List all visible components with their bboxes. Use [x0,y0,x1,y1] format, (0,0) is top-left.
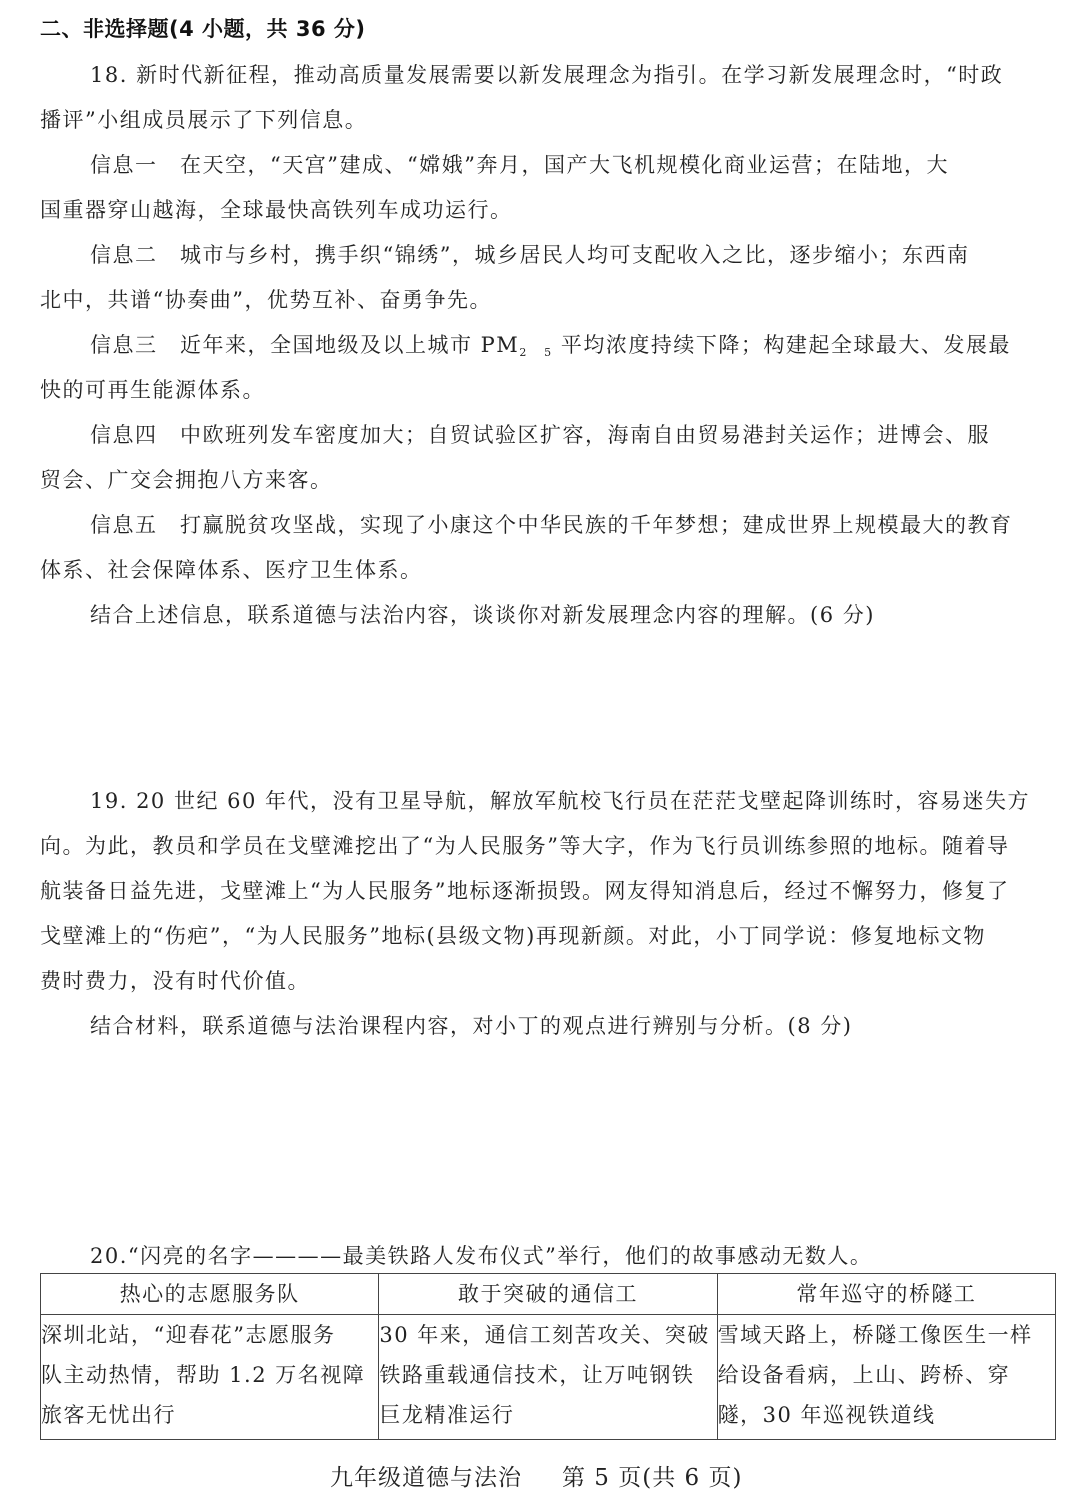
q18-info3-text-a: 信息三 近年来，全国地级及以上城市 PM [90,333,520,357]
q18-info2-line-2: 北中，共谱“协奏曲”，优势互补、奋勇争先。 [40,288,492,312]
q18-intro-line-1: 18. 新时代新征程，推动高质量发展需要以新发展理念为指引。在学习新发展理念时，“时政 [90,63,1004,87]
railway-workers-table [40,1273,1056,1440]
q18-info2-line-1: 信息二 城市与乡村，携手织“锦绣”，城乡居民人均可支配收入之比，逐步缩小；东西南 [90,243,970,267]
q19-line-3: 航装备日益先进，戈壁滩上“为人民服务”地标逐渐损毁。网友得知消息后，经过不懈努力，修复了 [40,879,1010,903]
table-cell-bridge-tunnel: 雪域天路上，桥隧工像医生一样 给设备看病，上山、跨桥、穿 隧，30 年巡视铁道线 [717,1315,1055,1440]
footer-subject: 九年级道德与法治 [330,1465,522,1491]
section-title: 二、非选择题(4 小题，共 36 分) [40,17,366,41]
q19-line-5: 费时费力，没有时代价值。 [40,969,310,993]
q18-info3-line-1 [90,330,1011,364]
q19-task: 结合材料，联系道德与法治课程内容，对小丁的观点进行辨别与分析。(8 分) [90,1014,853,1038]
q19-line-4: 戈壁滩上的“伤疤”，“为人民服务”地标(县级文物)再现新颜。对此，小丁同学说：修复地标文物 [40,924,986,948]
table-header-bridge-tunnel: 常年巡守的桥隧工 [717,1274,1055,1315]
table-header-volunteers: 热心的志愿服务队 [41,1274,379,1315]
q20-intro: 20.“闪亮的名字————最美铁路人发布仪式”举行，他们的故事感动无数人。 [90,1244,873,1268]
footer-page-number: 第 5 页(共 6 页) [562,1465,743,1491]
q18-info5-line-1: 信息五 打赢脱贫攻坚战，实现了小康这个中华民族的千年梦想；建成世界上规模最大的教育 [90,513,1013,537]
q18-info3-line-2: 快的可再生能源体系。 [40,378,265,402]
q18-intro-line-2: 播评”小组成员展示了下列信息。 [40,108,368,132]
page-footer [330,1463,742,1493]
q19-line-2: 向。为此，教员和学员在戈壁滩挖出了“为人民服务”等大字，作为飞行员训练参照的地标。随着导 [40,834,1010,858]
q19-line-1: 19. 20 世纪 60 年代，没有卫星导航，解放军航校飞行员在茫茫戈壁起降训练时，容易迷失方 [90,789,1031,813]
pm-subscript-5: 5 [544,346,553,359]
table-row [41,1315,1056,1440]
table-cell-communication: 30 年来，通信工刻苦攻关、突破 铁路重载通信技术，让万吨钢铁 巨龙精准运行 [379,1315,717,1440]
q18-task: 结合上述信息，联系道德与法治内容，谈谈你对新发展理念内容的理解。(6 分) [90,603,875,627]
pm-subscript-2: 2 [519,346,528,359]
q18-info1-line-1: 信息一 在天空，“天宫”建成、“嫦娥”奔月，国产大飞机规模化商业运营；在陆地，大 [90,153,949,177]
table-header-row [41,1274,1056,1315]
q18-info3-text-b: 平均浓度持续下降；构建起全球最大、发展最 [552,333,1011,357]
q18-info4-line-2: 贸会、广交会拥抱八方来客。 [40,468,333,492]
q18-info4-line-1: 信息四 中欧班列发车密度加大；自贸试验区扩容，海南自由贸易港封关运作；进博会、服 [90,423,990,447]
table-cell-volunteers: 深圳北站，“迎春花”志愿服务 队主动热情，帮助 1.2 万名视障 旅客无忧出行 [41,1315,379,1440]
q18-info5-line-2: 体系、社会保障体系、医疗卫生体系。 [40,558,423,582]
table-header-communication: 敢于突破的通信工 [379,1274,717,1315]
q18-info1-line-2: 国重器穿山越海，全球最快高铁列车成功运行。 [40,198,513,222]
